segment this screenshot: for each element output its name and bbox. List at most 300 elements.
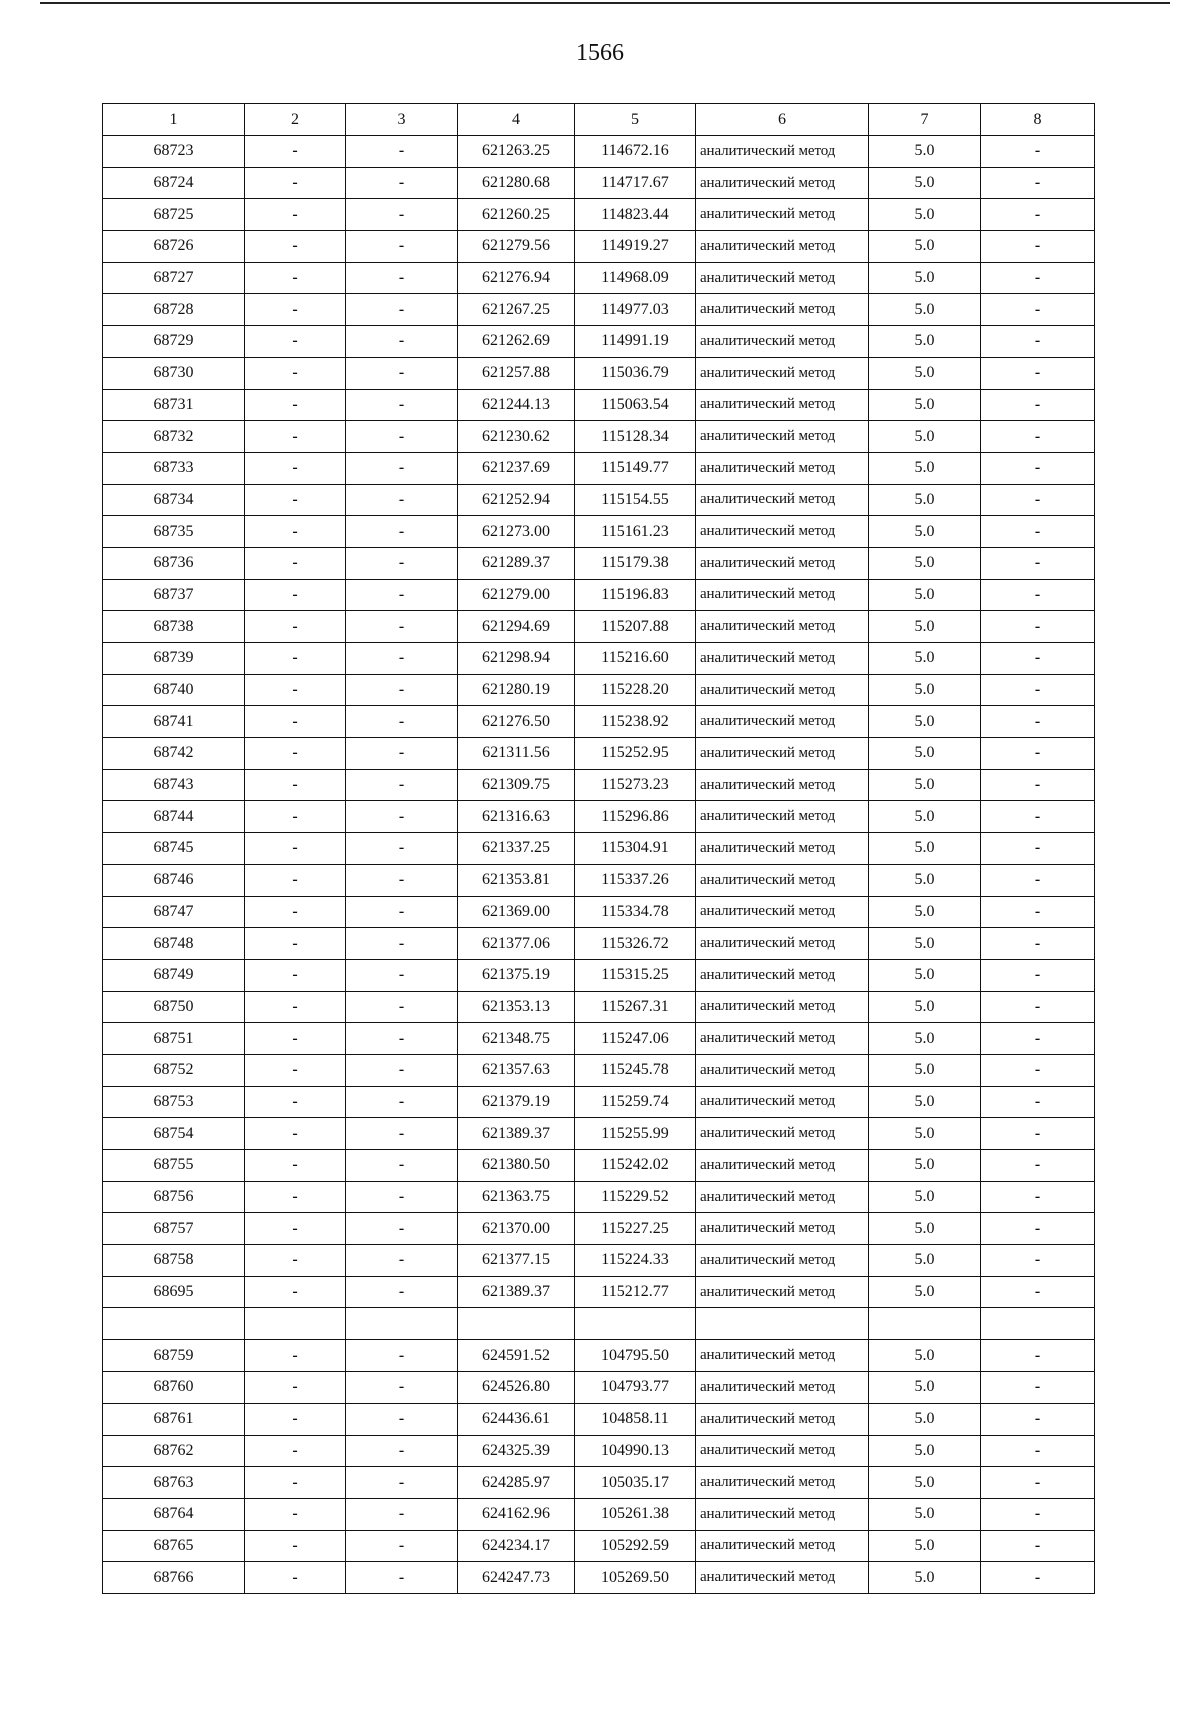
empty-cell [981,1308,1095,1340]
col-3-value-cell: - [346,389,458,421]
x-coordinate-cell: 624436.61 [458,1403,575,1435]
y-coordinate-cell: 104858.11 [575,1403,696,1435]
method-cell: аналитический метод [696,389,869,421]
y-coordinate-cell: 114919.27 [575,231,696,263]
col-2-value-cell: - [245,389,346,421]
x-coordinate-cell: 624526.80 [458,1372,575,1404]
y-coordinate-cell: 115154.55 [575,484,696,516]
accuracy-cell: 5.0 [869,738,981,770]
empty-cell [458,1308,575,1340]
y-coordinate-cell: 114823.44 [575,199,696,231]
col-8-value-cell: - [981,326,1095,358]
col-3-value-cell: - [346,1054,458,1086]
col-2-value-cell: - [245,1372,346,1404]
accuracy-cell: 5.0 [869,452,981,484]
x-coordinate-cell: 624162.96 [458,1498,575,1530]
col-2-value-cell: - [245,1467,346,1499]
col-3-value-cell: - [346,674,458,706]
col-2-value-cell: - [245,452,346,484]
col-8-value-cell: - [981,1023,1095,1055]
col-8-value-cell: - [981,167,1095,199]
method-cell: аналитический метод [696,674,869,706]
method-cell: аналитический метод [696,136,869,168]
col-3-value-cell: - [346,1340,458,1372]
col-8-value-cell: - [981,928,1095,960]
method-cell: аналитический метод [696,326,869,358]
y-coordinate-cell: 104793.77 [575,1372,696,1404]
column-header: 4 [458,104,575,136]
col-2-value-cell: - [245,706,346,738]
col-2-value-cell: - [245,262,346,294]
y-coordinate-cell: 114977.03 [575,294,696,326]
point-number-cell: 68737 [103,579,245,611]
point-number-cell: 68750 [103,991,245,1023]
y-coordinate-cell: 105292.59 [575,1530,696,1562]
accuracy-cell: 5.0 [869,928,981,960]
accuracy-cell: 5.0 [869,1213,981,1245]
y-coordinate-cell: 105269.50 [575,1562,696,1594]
point-number-cell: 68762 [103,1435,245,1467]
y-coordinate-cell: 115242.02 [575,1150,696,1182]
col-3-value-cell: - [346,706,458,738]
col-3-value-cell: - [346,1372,458,1404]
col-3-value-cell: - [346,801,458,833]
method-cell: аналитический метод [696,928,869,960]
col-8-value-cell: - [981,1213,1095,1245]
col-3-value-cell: - [346,1498,458,1530]
col-3-value-cell: - [346,1530,458,1562]
col-3-value-cell: - [346,1181,458,1213]
accuracy-cell: 5.0 [869,833,981,865]
col-3-value-cell: - [346,959,458,991]
col-3-value-cell: - [346,928,458,960]
accuracy-cell: 5.0 [869,643,981,675]
accuracy-cell: 5.0 [869,579,981,611]
table-row [103,1118,1095,1150]
table-row [103,643,1095,675]
x-coordinate-cell: 621389.37 [458,1276,575,1308]
x-coordinate-cell: 624325.39 [458,1435,575,1467]
x-coordinate-cell: 621369.00 [458,896,575,928]
empty-cell [696,1308,869,1340]
accuracy-cell: 5.0 [869,991,981,1023]
x-coordinate-cell: 621311.56 [458,738,575,770]
col-8-value-cell: - [981,1181,1095,1213]
table-row [103,1086,1095,1118]
x-coordinate-cell: 621353.13 [458,991,575,1023]
table-row [103,326,1095,358]
method-cell: аналитический метод [696,1467,869,1499]
empty-cell [245,1308,346,1340]
point-number-cell: 68740 [103,674,245,706]
method-cell: аналитический метод [696,484,869,516]
col-2-value-cell: - [245,1181,346,1213]
y-coordinate-cell: 115273.23 [575,769,696,801]
col-2-value-cell: - [245,1276,346,1308]
column-header: 7 [869,104,981,136]
col-2-value-cell: - [245,833,346,865]
point-number-cell: 68733 [103,452,245,484]
point-number-cell: 68726 [103,231,245,263]
y-coordinate-cell: 115149.77 [575,452,696,484]
point-number-cell: 68728 [103,294,245,326]
accuracy-cell: 5.0 [869,706,981,738]
x-coordinate-cell: 621267.25 [458,294,575,326]
accuracy-cell: 5.0 [869,484,981,516]
point-number-cell: 68731 [103,389,245,421]
accuracy-cell: 5.0 [869,1118,981,1150]
col-8-value-cell: - [981,136,1095,168]
method-cell: аналитический метод [696,1213,869,1245]
col-3-value-cell: - [346,1245,458,1277]
table-row [103,833,1095,865]
col-2-value-cell: - [245,769,346,801]
col-8-value-cell: - [981,611,1095,643]
table-row [103,547,1095,579]
accuracy-cell: 5.0 [869,357,981,389]
accuracy-cell: 5.0 [869,864,981,896]
x-coordinate-cell: 621389.37 [458,1118,575,1150]
point-number-cell: 68753 [103,1086,245,1118]
accuracy-cell: 5.0 [869,167,981,199]
table-row [103,231,1095,263]
col-8-value-cell: - [981,738,1095,770]
x-coordinate-cell: 621348.75 [458,1023,575,1055]
table-row [103,1562,1095,1594]
col-2-value-cell: - [245,516,346,548]
y-coordinate-cell: 115296.86 [575,801,696,833]
accuracy-cell: 5.0 [869,1562,981,1594]
col-2-value-cell: - [245,801,346,833]
point-number-cell: 68756 [103,1181,245,1213]
col-8-value-cell: - [981,1086,1095,1118]
y-coordinate-cell: 114968.09 [575,262,696,294]
col-8-value-cell: - [981,896,1095,928]
accuracy-cell: 5.0 [869,959,981,991]
accuracy-cell: 5.0 [869,1467,981,1499]
col-2-value-cell: - [245,896,346,928]
y-coordinate-cell: 114991.19 [575,326,696,358]
col-2-value-cell: - [245,1530,346,1562]
col-2-value-cell: - [245,1054,346,1086]
method-cell: аналитический метод [696,643,869,675]
x-coordinate-cell: 621294.69 [458,611,575,643]
col-8-value-cell: - [981,1403,1095,1435]
point-number-cell: 68746 [103,864,245,896]
accuracy-cell: 5.0 [869,611,981,643]
col-3-value-cell: - [346,991,458,1023]
col-3-value-cell: - [346,1023,458,1055]
x-coordinate-cell: 624247.73 [458,1562,575,1594]
y-coordinate-cell: 114717.67 [575,167,696,199]
point-number-cell: 68754 [103,1118,245,1150]
col-3-value-cell: - [346,738,458,770]
table-row [103,991,1095,1023]
method-cell: аналитический метод [696,1150,869,1182]
table-row [103,1150,1095,1182]
col-8-value-cell: - [981,769,1095,801]
x-coordinate-cell: 621257.88 [458,357,575,389]
method-cell: аналитический метод [696,864,869,896]
y-coordinate-cell: 115267.31 [575,991,696,1023]
col-2-value-cell: - [245,421,346,453]
col-2-value-cell: - [245,167,346,199]
col-3-value-cell: - [346,1118,458,1150]
col-3-value-cell: - [346,1086,458,1118]
method-cell: аналитический метод [696,706,869,738]
col-8-value-cell: - [981,1372,1095,1404]
point-number-cell: 68736 [103,547,245,579]
col-3-value-cell: - [346,326,458,358]
y-coordinate-cell: 105035.17 [575,1467,696,1499]
col-3-value-cell: - [346,199,458,231]
point-number-cell: 68764 [103,1498,245,1530]
x-coordinate-cell: 621230.62 [458,421,575,453]
table-row [103,1213,1095,1245]
method-cell: аналитический метод [696,1086,869,1118]
col-3-value-cell: - [346,769,458,801]
accuracy-cell: 5.0 [869,801,981,833]
method-cell: аналитический метод [696,1276,869,1308]
point-number-cell: 68765 [103,1530,245,1562]
col-8-value-cell: - [981,389,1095,421]
col-8-value-cell: - [981,231,1095,263]
x-coordinate-cell: 621357.63 [458,1054,575,1086]
col-3-value-cell: - [346,833,458,865]
col-8-value-cell: - [981,1150,1095,1182]
accuracy-cell: 5.0 [869,389,981,421]
table-row [103,864,1095,896]
y-coordinate-cell: 115259.74 [575,1086,696,1118]
column-header: 8 [981,104,1095,136]
x-coordinate-cell: 621379.19 [458,1086,575,1118]
point-number-cell: 68730 [103,357,245,389]
table-body [103,136,1095,1594]
x-coordinate-cell: 621363.75 [458,1181,575,1213]
x-coordinate-cell: 621380.50 [458,1150,575,1182]
point-number-cell: 68732 [103,421,245,453]
method-cell: аналитический метод [696,231,869,263]
col-8-value-cell: - [981,674,1095,706]
accuracy-cell: 5.0 [869,1276,981,1308]
col-8-value-cell: - [981,1054,1095,1086]
accuracy-cell: 5.0 [869,547,981,579]
point-number-cell: 68747 [103,896,245,928]
col-3-value-cell: - [346,421,458,453]
table-row [103,738,1095,770]
col-2-value-cell: - [245,136,346,168]
point-number-cell: 68745 [103,833,245,865]
y-coordinate-cell: 115227.25 [575,1213,696,1245]
accuracy-cell: 5.0 [869,1023,981,1055]
x-coordinate-cell: 621337.25 [458,833,575,865]
method-cell: аналитический метод [696,199,869,231]
accuracy-cell: 5.0 [869,294,981,326]
table-row [103,452,1095,484]
method-cell: аналитический метод [696,991,869,1023]
method-cell: аналитический метод [696,1403,869,1435]
column-header: 3 [346,104,458,136]
accuracy-cell: 5.0 [869,1150,981,1182]
col-3-value-cell: - [346,1150,458,1182]
table-row [103,579,1095,611]
column-header: 5 [575,104,696,136]
y-coordinate-cell: 105261.38 [575,1498,696,1530]
method-cell: аналитический метод [696,801,869,833]
accuracy-cell: 5.0 [869,896,981,928]
x-coordinate-cell: 624285.97 [458,1467,575,1499]
x-coordinate-cell: 621370.00 [458,1213,575,1245]
col-3-value-cell: - [346,579,458,611]
method-cell: аналитический метод [696,1054,869,1086]
y-coordinate-cell: 115337.26 [575,864,696,896]
table-row [103,1498,1095,1530]
col-3-value-cell: - [346,294,458,326]
accuracy-cell: 5.0 [869,231,981,263]
table-row [103,1054,1095,1086]
accuracy-cell: 5.0 [869,1498,981,1530]
table-row [103,199,1095,231]
accuracy-cell: 5.0 [869,1181,981,1213]
table-row [103,1467,1095,1499]
method-cell: аналитический метод [696,1435,869,1467]
table-row [103,1403,1095,1435]
table-row [103,801,1095,833]
col-3-value-cell: - [346,231,458,263]
point-number-cell: 68724 [103,167,245,199]
col-8-value-cell: - [981,484,1095,516]
y-coordinate-cell: 115161.23 [575,516,696,548]
point-number-cell: 68766 [103,1562,245,1594]
y-coordinate-cell: 115063.54 [575,389,696,421]
col-3-value-cell: - [346,1276,458,1308]
y-coordinate-cell: 114672.16 [575,136,696,168]
table-row [103,896,1095,928]
y-coordinate-cell: 115252.95 [575,738,696,770]
point-number-cell: 68739 [103,643,245,675]
col-2-value-cell: - [245,991,346,1023]
accuracy-cell: 5.0 [869,262,981,294]
col-8-value-cell: - [981,864,1095,896]
table-row [103,1435,1095,1467]
y-coordinate-cell: 115207.88 [575,611,696,643]
accuracy-cell: 5.0 [869,1372,981,1404]
method-cell: аналитический метод [696,167,869,199]
y-coordinate-cell: 104990.13 [575,1435,696,1467]
table-row [103,136,1095,168]
point-number-cell: 68760 [103,1372,245,1404]
col-3-value-cell: - [346,484,458,516]
col-3-value-cell: - [346,1213,458,1245]
col-8-value-cell: - [981,452,1095,484]
y-coordinate-cell: 115304.91 [575,833,696,865]
y-coordinate-cell: 115196.83 [575,579,696,611]
table-row [103,1530,1095,1562]
page-number: 1566 [576,40,624,66]
table-row [103,1181,1095,1213]
col-8-value-cell: - [981,547,1095,579]
table-row [103,167,1095,199]
group-separator-row [103,1308,1095,1340]
point-number-cell: 68757 [103,1213,245,1245]
empty-cell [346,1308,458,1340]
table-row [103,484,1095,516]
col-2-value-cell: - [245,579,346,611]
accuracy-cell: 5.0 [869,769,981,801]
accuracy-cell: 5.0 [869,674,981,706]
col-2-value-cell: - [245,357,346,389]
x-coordinate-cell: 621377.06 [458,928,575,960]
method-cell: аналитический метод [696,959,869,991]
col-2-value-cell: - [245,1213,346,1245]
accuracy-cell: 5.0 [869,1340,981,1372]
column-header: 2 [245,104,346,136]
table-row [103,674,1095,706]
x-coordinate-cell: 621279.56 [458,231,575,263]
point-number-cell: 68735 [103,516,245,548]
column-header: 1 [103,104,245,136]
header-row [103,104,1095,136]
point-number-cell: 68763 [103,1467,245,1499]
accuracy-cell: 5.0 [869,1054,981,1086]
point-number-cell: 68752 [103,1054,245,1086]
col-2-value-cell: - [245,864,346,896]
coordinates-table [102,103,1095,1594]
col-2-value-cell: - [245,1023,346,1055]
method-cell: аналитический метод [696,1562,869,1594]
table-row [103,1340,1095,1372]
col-2-value-cell: - [245,1340,346,1372]
table-row [103,262,1095,294]
x-coordinate-cell: 624591.52 [458,1340,575,1372]
y-coordinate-cell: 115238.92 [575,706,696,738]
col-8-value-cell: - [981,1340,1095,1372]
x-coordinate-cell: 621279.00 [458,579,575,611]
col-3-value-cell: - [346,1467,458,1499]
accuracy-cell: 5.0 [869,421,981,453]
col-2-value-cell: - [245,547,346,579]
y-coordinate-cell: 115224.33 [575,1245,696,1277]
accuracy-cell: 5.0 [869,199,981,231]
col-2-value-cell: - [245,1150,346,1182]
table-row [103,928,1095,960]
col-8-value-cell: - [981,294,1095,326]
method-cell: аналитический метод [696,833,869,865]
y-coordinate-cell: 115334.78 [575,896,696,928]
col-2-value-cell: - [245,199,346,231]
col-8-value-cell: - [981,516,1095,548]
x-coordinate-cell: 621316.63 [458,801,575,833]
method-cell: аналитический метод [696,1023,869,1055]
y-coordinate-cell: 115128.34 [575,421,696,453]
x-coordinate-cell: 621280.68 [458,167,575,199]
col-3-value-cell: - [346,1435,458,1467]
col-2-value-cell: - [245,1086,346,1118]
method-cell: аналитический метод [696,1372,869,1404]
col-3-value-cell: - [346,357,458,389]
point-number-cell: 68741 [103,706,245,738]
col-2-value-cell: - [245,1562,346,1594]
table-row [103,294,1095,326]
col-3-value-cell: - [346,1403,458,1435]
method-cell: аналитический метод [696,421,869,453]
col-3-value-cell: - [346,262,458,294]
point-number-cell: 68723 [103,136,245,168]
table-row [103,516,1095,548]
col-8-value-cell: - [981,959,1095,991]
y-coordinate-cell: 115255.99 [575,1118,696,1150]
accuracy-cell: 5.0 [869,136,981,168]
